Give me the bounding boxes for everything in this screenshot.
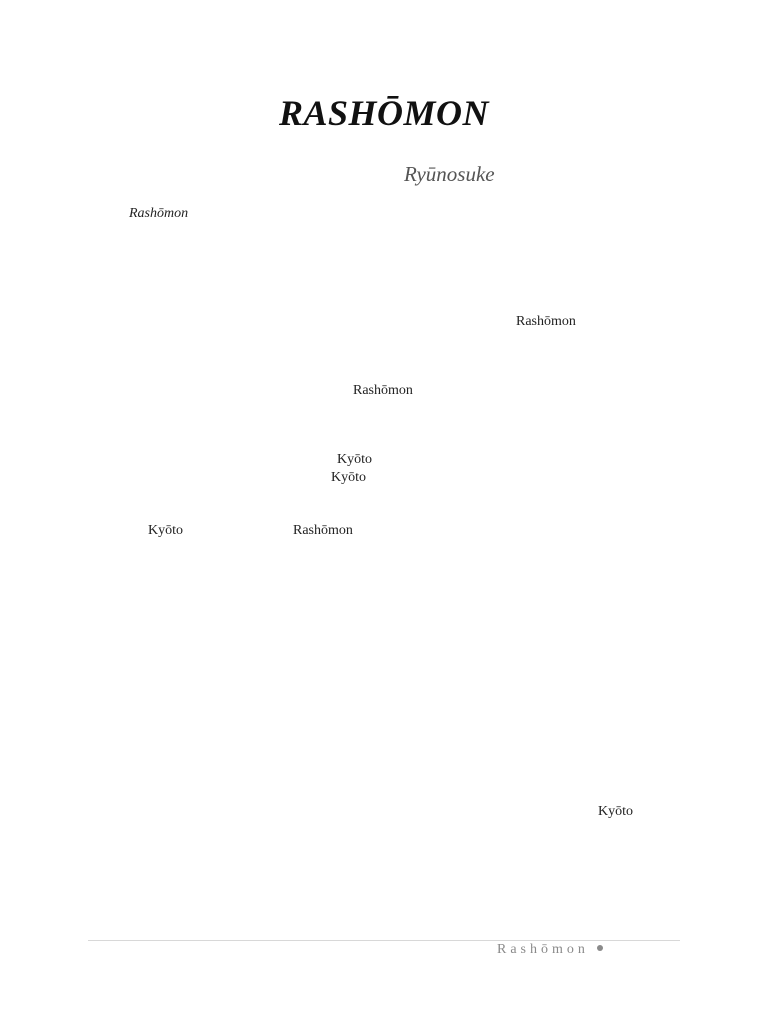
bullet-icon	[597, 945, 603, 951]
page-footer	[497, 942, 603, 958]
text-fragment: Rashōmon	[293, 523, 353, 538]
footer-running-title: Rashōmon	[497, 942, 589, 957]
text-fragment: Kyōto	[331, 470, 366, 485]
text-fragment: Kyōto	[337, 452, 372, 467]
text-fragment: Kyōto	[598, 804, 633, 819]
footer-divider	[88, 940, 680, 941]
document-title: RASHŌMON	[278, 93, 490, 133]
text-fragment: Rashōmon	[129, 206, 189, 221]
text-fragment: Rashōmon	[516, 314, 576, 329]
text-fragment: Kyōto	[148, 523, 183, 538]
document-author: Ryūnosuke	[404, 162, 495, 186]
text-fragment: Rashōmon	[353, 383, 413, 398]
